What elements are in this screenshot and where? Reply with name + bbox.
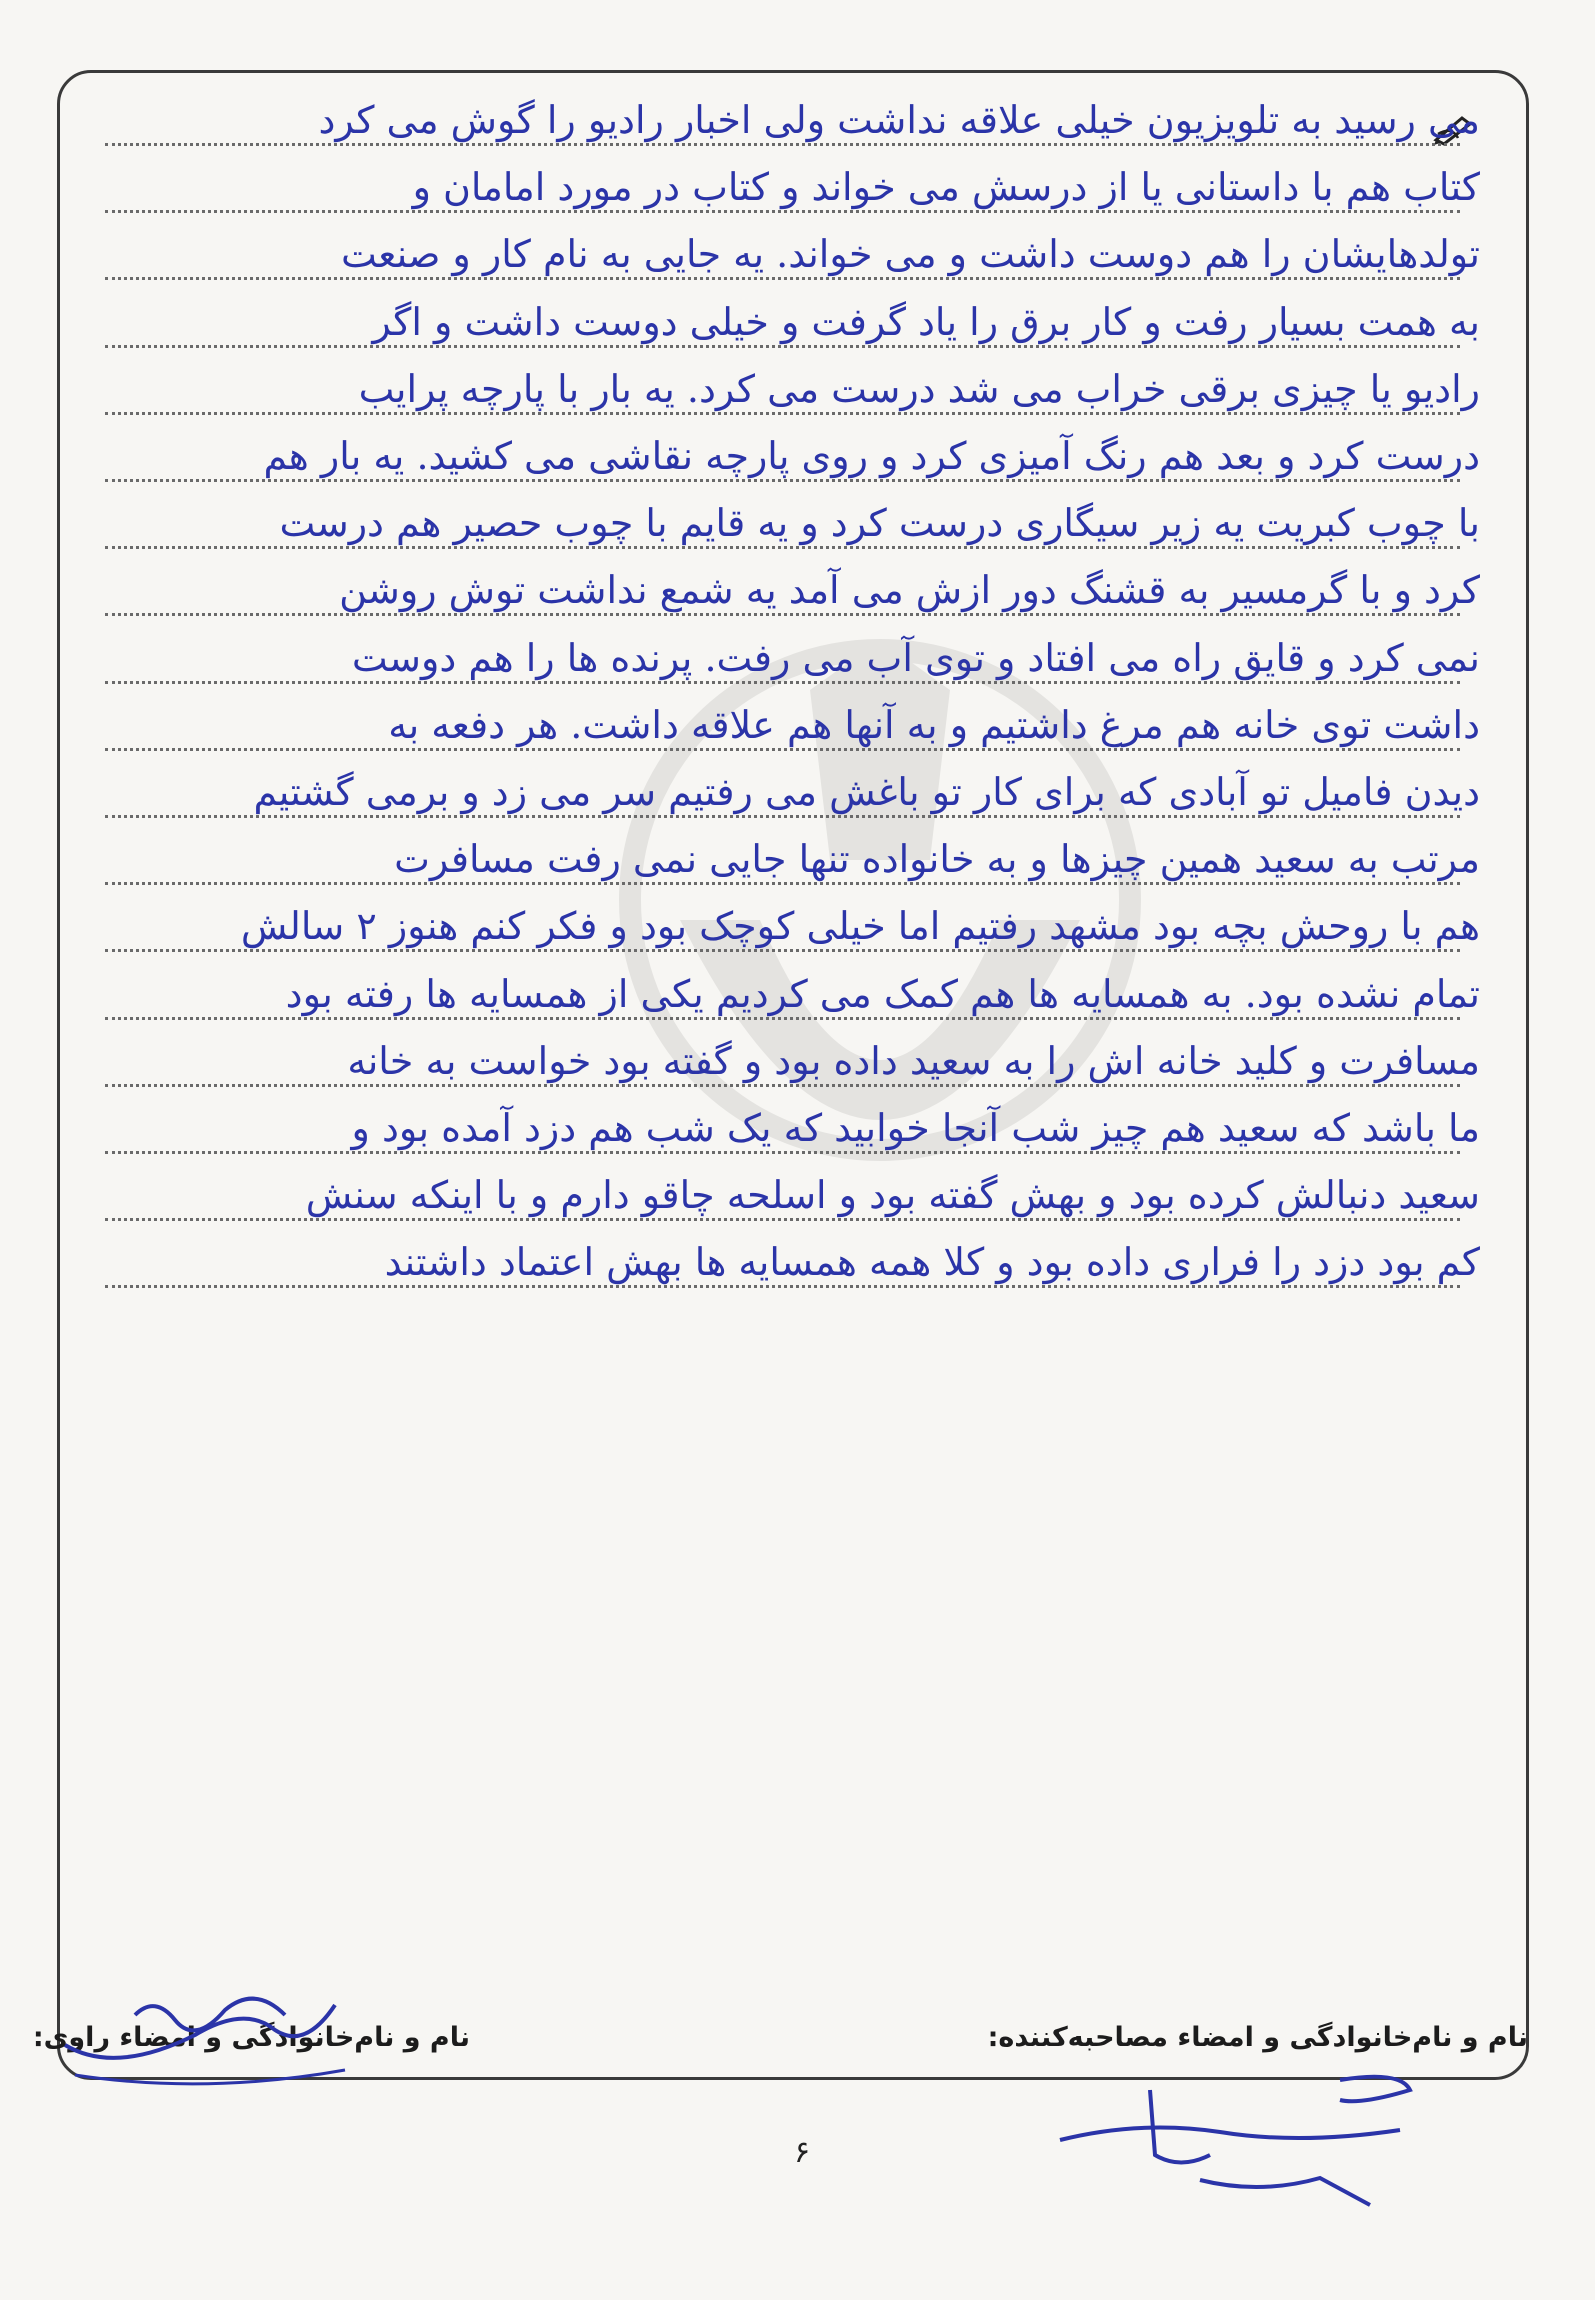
handwritten-line: سعید دنبالش کرده بود و بهش گفته بود و اسلحه چاقو دارم و با اینکه سنش	[305, 1173, 1480, 1218]
handwritten-line: رادیو یا چیزی برقی خراب می شد درست می کرد. یه بار با پارچه پرایب	[358, 366, 1480, 411]
handwritten-line: می رسید به تلویزیون خیلی علاقه نداشت ولی اخبار رادیو را گوش می کرد	[318, 98, 1480, 142]
handwritten-line: به همت بسیار رفت و کار برق را یاد گرفت و خیلی دوست داشت و اگر	[372, 299, 1480, 344]
handwritten-line: نمی کرد و قایق راه می افتاد و توی آب می رفت. پرنده ها را هم دوست	[351, 635, 1480, 680]
narrator-signature	[55, 1975, 355, 2095]
handwritten-line: دیدن فامیل تو آبادی که برای کار تو باغش می رفتیم سر می زد و برمی گشتیم	[253, 770, 1480, 814]
narrator-signature-label: نام و نام‌خانوادگی و امضاء راوی:	[32, 2022, 470, 2053]
handwritten-line: مرتب به سعید همین چیزها و به خانواده تنها جایی نمی رفت مسافرت	[394, 837, 1480, 882]
handwritten-line: ما باشد که سعید هم چیز شب آنجا خوابید که یک شب هم دزد آمده بود و	[351, 1106, 1480, 1150]
page-number: ۶	[793, 2135, 811, 2170]
handwritten-line: داشت توی خانه هم مرغ داشتیم و به آنها هم علاقه داشت. هر دفعه به	[388, 702, 1480, 747]
handwritten-line: کتاب هم با داستانی یا از درسش می خواند و کتاب در مورد امامان و	[412, 165, 1480, 210]
handwritten-line: تولدهایشان را هم دوست داشت و می خواند. یه جایی به نام کار و صنعت	[340, 232, 1480, 277]
handwritten-line: کرد و با گرمسیر به قشنگ دور ازش می آمد یه شمع نداشت توش روشن	[339, 568, 1480, 613]
handwritten-line: درست کرد و بعد هم رنگ آمیزی کرد و روی پارچه نقاشی می کشید. یه بار هم	[263, 434, 1480, 478]
handwritten-line: با چوب کبریت یه زیر سیگاری درست کرد و یه قایم با چوب حصیر هم درست	[279, 501, 1480, 546]
handwritten-line: تمام نشده بود. به همسایه ها هم کمک می کردیم یکی از همسایه ها رفته بود	[285, 971, 1480, 1016]
handwritten-line: مسافرت و کلید خانه اش را به سعید داده بود و گفته بود خواست به خانه	[347, 1038, 1480, 1083]
handwritten-line: هم با روحش بچه بود مشهد رفتیم اما خیلی کوچک بود و فکر کنم هنوز ۲ سالش	[240, 904, 1480, 949]
interviewer-signature	[1040, 2060, 1440, 2210]
interviewer-signature-label: نام و نام‌خانوادگی و امضاء مصاحبه‌کننده:	[987, 2022, 1528, 2053]
handwritten-line: کم بود دزد را فراری داده بود و کلا همه همسایه ها بهش اعتماد داشتند	[384, 1240, 1480, 1285]
